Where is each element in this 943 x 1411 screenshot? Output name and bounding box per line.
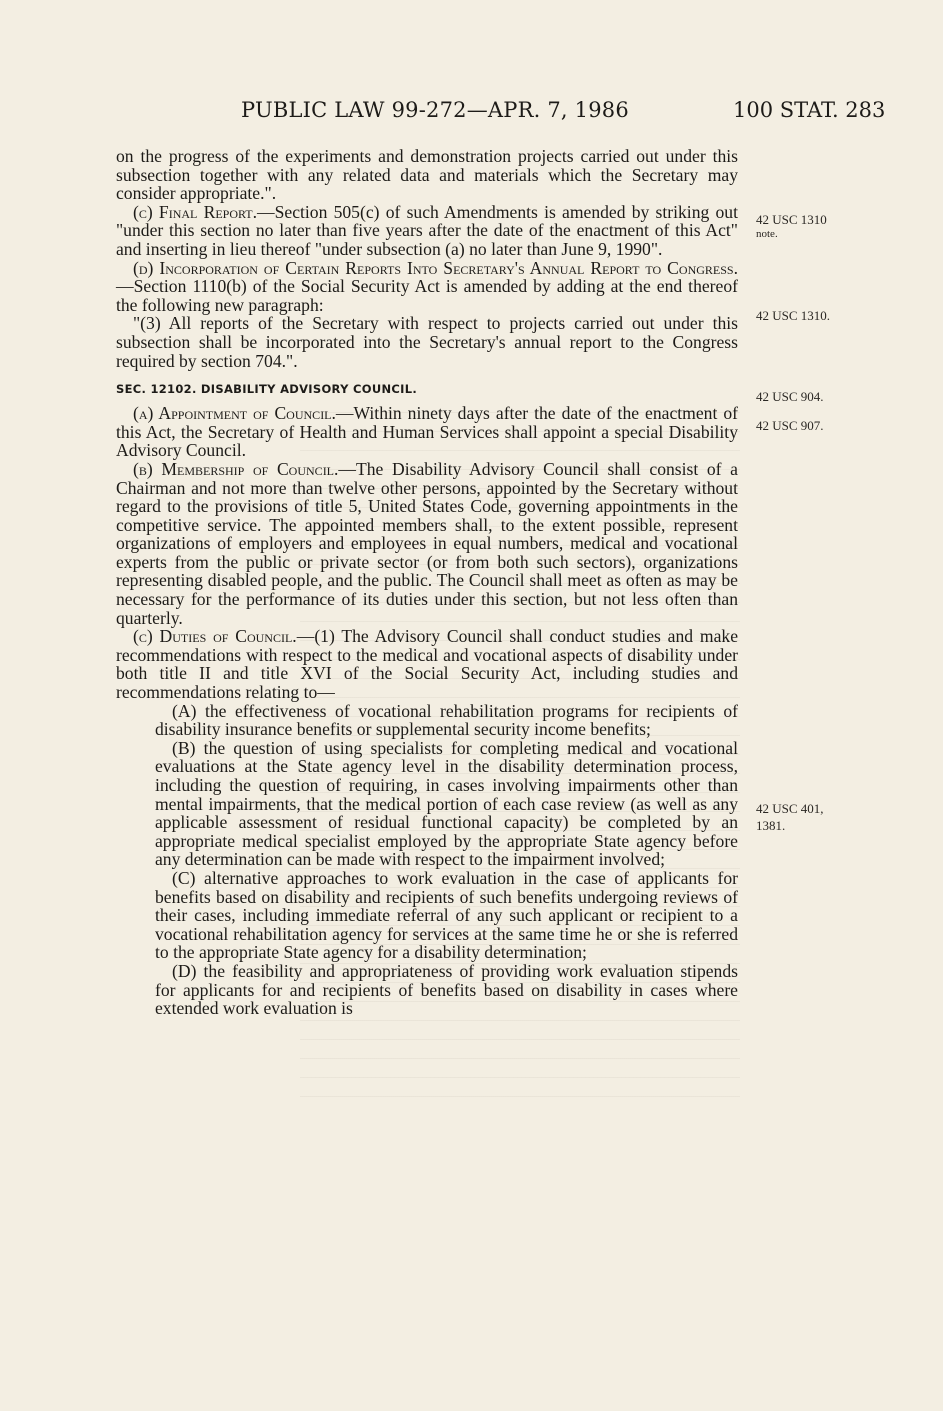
margin-note-line: note. xyxy=(756,228,778,240)
paragraph-continuation: on the progress of the experiments and demonstration projects carried out under this subsection together with any related data and materials which the Secretary may consider appropriate.". xyxy=(116,146,738,204)
paragraph-text: —Section 505(c) of such Amendments is amended by striking out "under this section no later than five years after the date of the enactment of this Act" and inserting in lieu thereof "under subsection (a) no later than June 9, 1990". xyxy=(116,201,738,259)
margin-note-401-1381 xyxy=(756,800,824,834)
list-item-d: (D) the feasibility and appropriateness of providing work evaluation stipends for applicants for and recipients of benefits based on disability in cases where extended work evaluation is xyxy=(155,960,738,1019)
paragraph-text: —(1) The Advisory Council shall conduct studies and make recommendations with respect to the medical and vocational aspects of disability under both title II and title XVI of the Social Security Act, including studies and recommendations relating to— xyxy=(116,626,739,703)
margin-note-1310-note xyxy=(756,211,827,240)
subsection-label: (c) Duties of Council. xyxy=(133,626,297,647)
list-item-b: (B) the question of using specialists for completing medical and vocational evaluations at the State agency level in the disability determination process, including the question of requiring, in cases involving impairments other than mental impairments, that the medical portion of each case review (as well as any applicable assessment of residual functional capacity) be completed by an appropriate medical specialist employed by the appropriate State agency before any determination can be made with respect to the impairment involved; xyxy=(155,737,738,870)
margin-note-line: 1381. xyxy=(756,818,786,833)
paragraph-text: —Within ninety days after the date of the enactment of this Act, the Secretary of Health and Human Services shall appoint a special Disability Advisory Council. xyxy=(116,403,738,461)
section-heading: SEC. 12102. DISABILITY ADVISORY COUNCIL. xyxy=(116,382,417,397)
subsection-label: (b) Membership of Council. xyxy=(133,458,339,479)
paragraph-duties xyxy=(116,627,738,701)
subsection-label: (c) Final Report. xyxy=(133,201,257,222)
paragraph-membership xyxy=(116,460,738,627)
subsection-label: (d) Incorporation of Certain Reports Into Secretary's Annual Report to Congress. xyxy=(133,257,738,278)
list-item-c: (C) alternative approaches to work evaluation in the case of applicants for benefits based on disability and recipients of such benefits undergoing reviews of their cases, including immediate referral of any such applicant or recipient to a vocational rehabilitation agency for services at the same time he or she is referred to the appropriate State agency for a disability determination; xyxy=(155,867,738,963)
page-header-title: PUBLIC LAW 99-272—APR. 7, 1986 xyxy=(241,98,629,122)
main-text-column xyxy=(116,147,738,1018)
subsection-label: (a) Appointment of Council. xyxy=(133,403,336,424)
margin-note-907: 42 USC 907. xyxy=(756,418,824,433)
paragraph-text: —Section 1110(b) of the Social Security Act is amended by adding at the end thereof the following new paragraph: xyxy=(116,276,738,315)
paragraph-quoted-amendment: "(3) All reports of the Secretary with respect to projects carried out under this subsection shall be incorporated into the Secretary's annual report to the Congress required by section 704.". xyxy=(116,313,738,371)
margin-note-1310: 42 USC 1310. xyxy=(756,308,831,323)
paragraph-text: —The Disability Advisory Council shall consist of a Chairman and not more than twelve other persons, appointed by the Secretary without regard to the provisions of title 5, United States Code, governing appointments in the competitive service. The appointed members shall, to the extent possible, represent organizations of employers and employees in equal numbers, medical and vocational experts from the public or private sector (or from both such sectors), organizations representing disabled people, and the public. The Council shall meet as often as may be necessary for the performance of its duties under this section, but not less often than quarterly. xyxy=(116,458,738,628)
margin-note-line: 42 USC 1310 xyxy=(756,212,827,227)
paragraph-appointment xyxy=(116,404,738,460)
paragraph-incorporation xyxy=(116,259,738,315)
paragraph-final-report xyxy=(116,203,738,259)
list-item-a: (A) the effectiveness of vocational rehabilitation programs for recipients of disability insurance benefits or supplemental security income benefits; xyxy=(155,700,738,740)
margin-note-line: 42 USC 401, xyxy=(756,801,824,816)
margin-note-904: 42 USC 904. xyxy=(756,389,824,404)
page-header-stat: 100 STAT. 283 xyxy=(733,98,886,122)
